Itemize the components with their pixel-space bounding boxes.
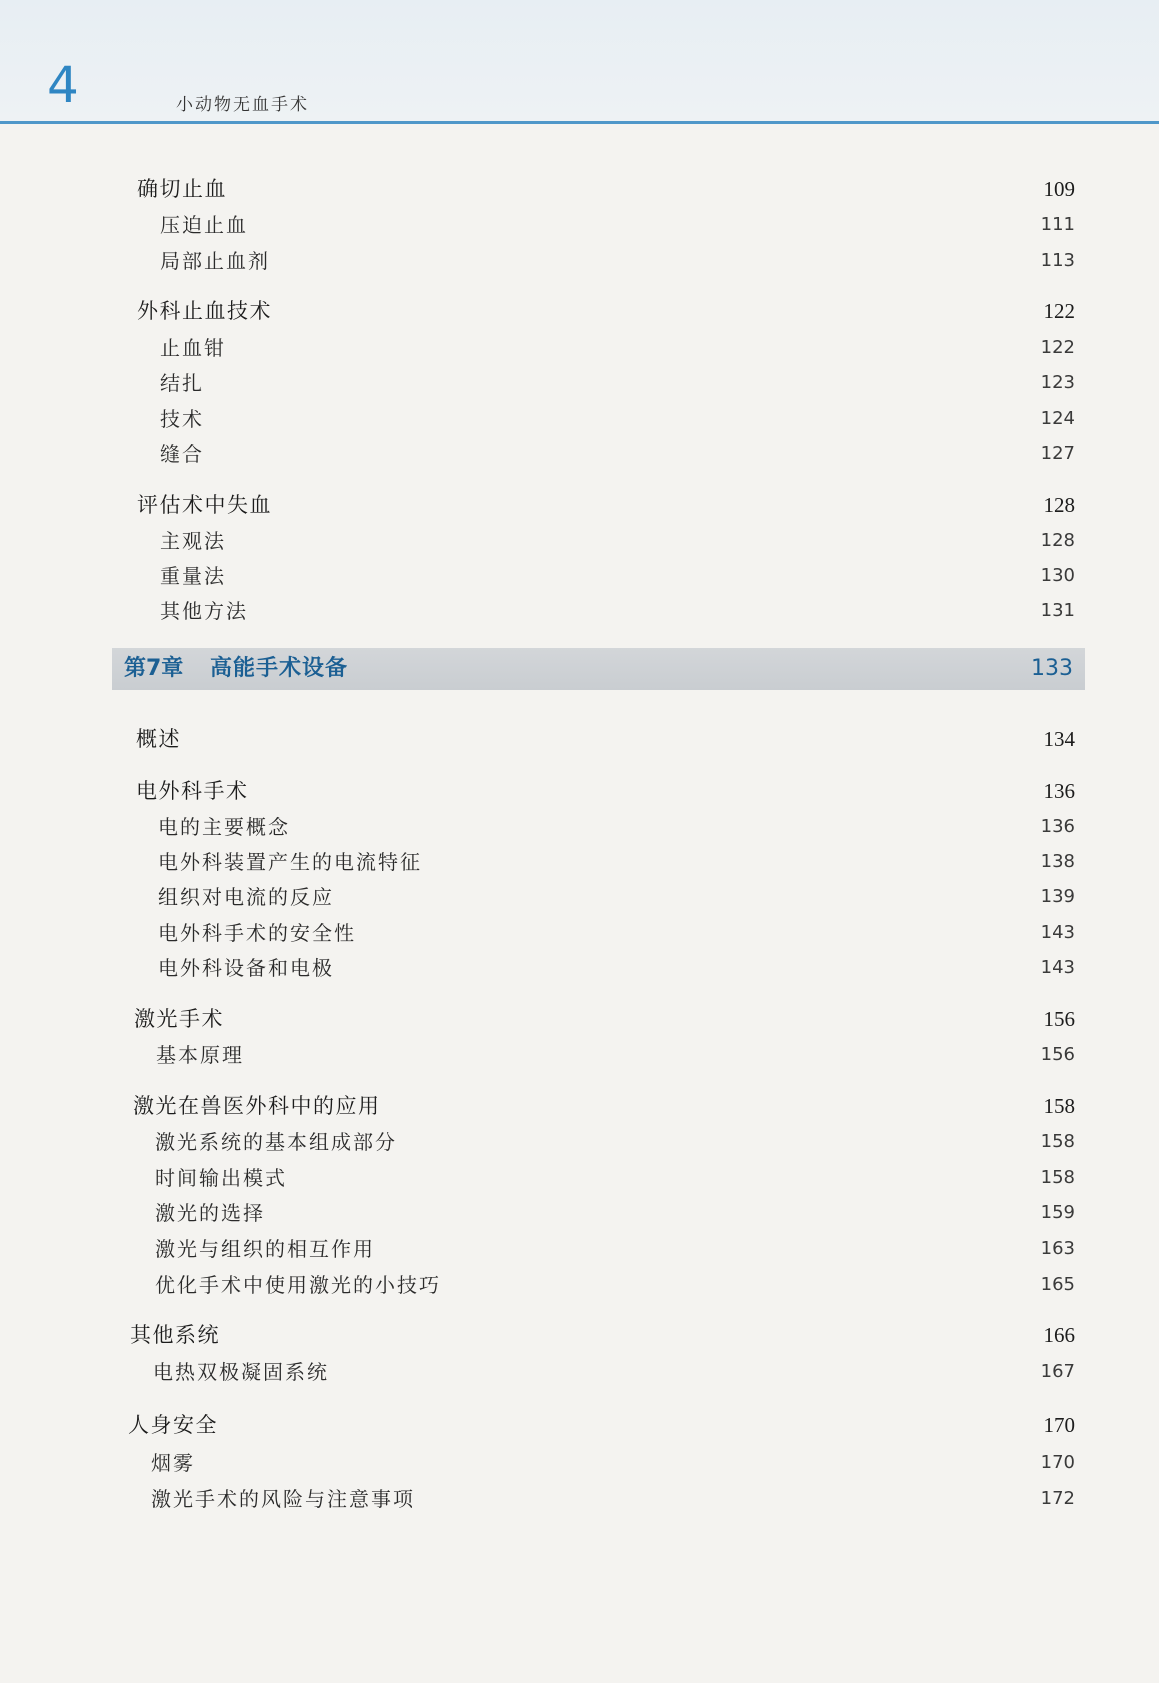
toc-label: 激光手术的风险与注意事项 (151, 1487, 415, 1511)
toc-page: 113 (1040, 250, 1075, 271)
toc-label: 局部止血剂 (160, 249, 270, 273)
toc-page: 165 (1040, 1274, 1075, 1295)
toc-subsection[interactable] (0, 847, 1159, 877)
toc-subsection[interactable] (0, 333, 1159, 363)
toc-label: 电外科手术 (136, 779, 249, 803)
toc-subsection[interactable] (0, 439, 1159, 469)
toc-subsection[interactable] (0, 1270, 1159, 1300)
toc-subsection[interactable] (0, 1127, 1159, 1157)
toc-page: 128 (1040, 530, 1075, 551)
toc-subsection[interactable] (0, 812, 1159, 842)
toc-page: 159 (1040, 1202, 1075, 1223)
toc-page: 130 (1040, 565, 1075, 586)
toc-label: 激光的选择 (155, 1201, 265, 1225)
toc-subsection[interactable] (0, 596, 1159, 626)
toc-subsection[interactable] (0, 246, 1159, 276)
toc-page: 170 (1040, 1452, 1075, 1473)
toc-label: 外科止血技术 (137, 299, 272, 323)
toc-subsection[interactable] (0, 1448, 1159, 1478)
toc-page: 122 (1040, 337, 1075, 358)
toc-section[interactable] (0, 296, 1159, 326)
toc-label: 激光系统的基本组成部分 (155, 1130, 397, 1154)
toc-label: 人身安全 (128, 1413, 218, 1437)
toc-label: 压迫止血 (160, 213, 248, 237)
toc-subsection[interactable] (0, 1040, 1159, 1070)
toc-section[interactable] (0, 1410, 1159, 1440)
toc-subsection[interactable] (0, 368, 1159, 398)
toc-subsection[interactable] (0, 1198, 1159, 1228)
toc-section[interactable] (0, 1320, 1159, 1350)
toc-page: 111 (1040, 214, 1075, 235)
toc-label: 激光与组织的相互作用 (155, 1237, 375, 1261)
toc-section[interactable] (0, 1091, 1159, 1121)
toc-page: 156 (1043, 1007, 1075, 1031)
toc-label: 概述 (136, 727, 181, 751)
toc-page: 122 (1043, 299, 1075, 323)
toc-label: 电热双极凝固系统 (153, 1360, 329, 1384)
chapter-number: 第7章 (124, 656, 184, 681)
toc-page: 123 (1040, 372, 1075, 393)
toc-label: 止血钳 (160, 336, 226, 360)
toc-page: 136 (1040, 816, 1075, 837)
toc-label: 烟雾 (151, 1451, 195, 1475)
toc-label: 确切止血 (137, 177, 227, 201)
toc-section[interactable] (0, 724, 1159, 754)
toc-subsection[interactable] (0, 1163, 1159, 1193)
toc-subsection[interactable] (0, 1357, 1159, 1387)
toc-page: 158 (1040, 1167, 1075, 1188)
toc-subsection[interactable] (0, 918, 1159, 948)
toc-label: 组织对电流的反应 (158, 885, 334, 909)
toc-section[interactable] (0, 174, 1159, 204)
toc-page: 156 (1040, 1044, 1075, 1065)
toc-page: 128 (1043, 493, 1075, 517)
toc-subsection[interactable] (0, 526, 1159, 556)
toc-page: 172 (1040, 1488, 1075, 1509)
toc-label: 技术 (160, 407, 204, 431)
chapter-title: 高能手术设备 (210, 656, 349, 681)
toc-subsection[interactable] (0, 404, 1159, 434)
toc-page: 158 (1043, 1094, 1075, 1118)
toc-page: 166 (1043, 1323, 1075, 1347)
toc-label: 时间输出模式 (155, 1166, 287, 1190)
toc-label: 结扎 (160, 371, 204, 395)
toc-label: 主观法 (160, 529, 226, 553)
chapter-heading[interactable] (112, 648, 1085, 690)
toc-label: 激光在兽医外科中的应用 (133, 1094, 381, 1118)
toc-section[interactable] (0, 776, 1159, 806)
toc-page: 167 (1040, 1361, 1075, 1382)
toc-subsection[interactable] (0, 882, 1159, 912)
toc-label: 电外科设备和电极 (158, 956, 334, 980)
toc-page: 134 (1043, 727, 1075, 751)
toc-page: 109 (1043, 177, 1075, 201)
toc-label: 电外科装置产生的电流特征 (158, 850, 422, 874)
toc-label: 优化手术中使用激光的小技巧 (155, 1273, 441, 1297)
toc-page: 163 (1040, 1238, 1075, 1259)
toc-section[interactable] (0, 1004, 1159, 1034)
toc-label: 其他系统 (130, 1323, 220, 1347)
toc-page: 143 (1040, 957, 1075, 978)
page-number: 4 (47, 56, 79, 114)
toc-subsection[interactable] (0, 210, 1159, 240)
toc-label: 重量法 (160, 564, 226, 588)
toc-label: 电外科手术的安全性 (158, 921, 356, 945)
toc-page: 127 (1040, 443, 1075, 464)
toc-label: 激光手术 (134, 1007, 224, 1031)
toc-page: 136 (1043, 779, 1075, 803)
toc-page: 143 (1040, 922, 1075, 943)
toc-subsection[interactable] (0, 561, 1159, 591)
toc-subsection[interactable] (0, 1484, 1159, 1514)
chapter-page: 133 (1031, 656, 1073, 681)
toc-page: 158 (1040, 1131, 1075, 1152)
toc-page: 131 (1040, 600, 1075, 621)
toc-page: 124 (1040, 408, 1075, 429)
book-title: 小动物无血手术 (176, 95, 309, 115)
toc-label: 基本原理 (156, 1043, 244, 1067)
toc-subsection[interactable] (0, 953, 1159, 983)
toc-label: 评估术中失血 (137, 493, 272, 517)
toc-label: 缝合 (160, 442, 204, 466)
toc-page: 138 (1040, 851, 1075, 872)
toc-label: 其他方法 (160, 599, 248, 623)
toc-subsection[interactable] (0, 1234, 1159, 1264)
toc-page: 170 (1043, 1413, 1075, 1437)
toc-section[interactable] (0, 490, 1159, 520)
toc-page: 139 (1040, 886, 1075, 907)
toc-label: 电的主要概念 (158, 815, 290, 839)
